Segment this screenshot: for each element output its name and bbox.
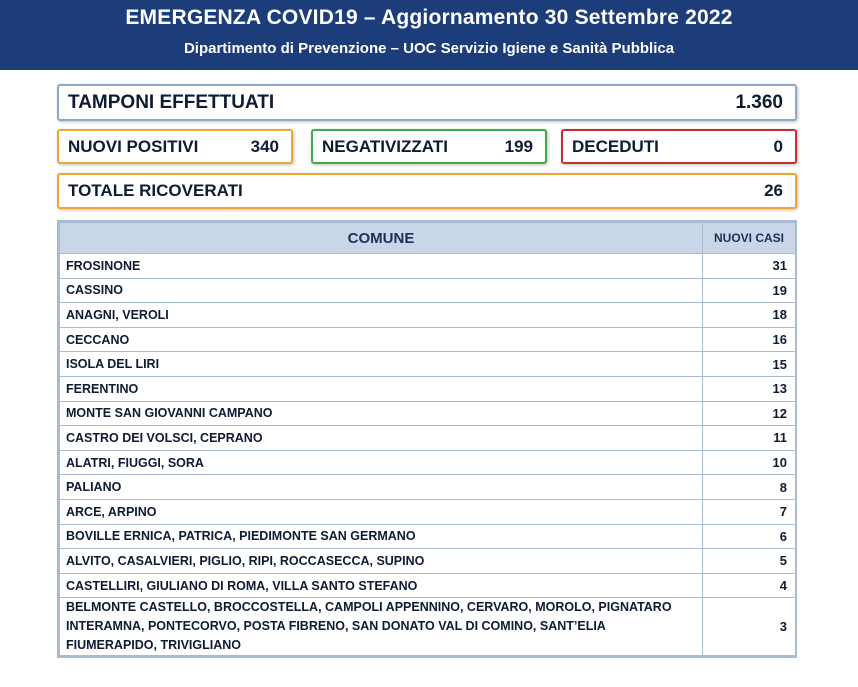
nuovi-casi-cell: 11 — [703, 426, 796, 451]
page-subtitle: Dipartimento di Prevenzione – UOC Servizio Igiene e Sanità Pubblica — [183, 40, 675, 57]
table-row — [60, 352, 796, 377]
tamponi-value: 1.360 — [735, 91, 783, 113]
table-row — [60, 499, 796, 524]
nuovi-positivi-value: 340 — [250, 136, 279, 156]
nuovi-casi-cell: 8 — [703, 475, 796, 500]
comune-cell: ANAGNI, VEROLI — [60, 303, 703, 328]
comune-cell: CECCANO — [60, 327, 703, 352]
tamponi-label: TAMPONI EFFETTUATI — [68, 91, 275, 113]
nuovi-casi-cell: 19 — [703, 278, 796, 303]
deceduti-value: 0 — [773, 136, 783, 156]
table-row — [60, 303, 796, 328]
comune-cell: CASSINO — [60, 278, 703, 303]
totale-ricoverati-label: TOTALE RICOVERATI — [68, 181, 243, 200]
page-title: EMERGENZA COVID19 – Aggiornamento 30 Settembre 2022 — [125, 6, 733, 29]
comune-cell: ISOLA DEL LIRI — [60, 352, 703, 377]
negativizzati-label: NEGATIVIZZATI — [322, 136, 448, 156]
table-row — [60, 426, 796, 451]
nuovi-casi-cell: 31 — [703, 254, 796, 279]
comune-cell: CASTELLIRI, GIULIANO DI ROMA, VILLA SANTO STEFANO — [60, 573, 703, 598]
comune-cell: PALIANO — [60, 475, 703, 500]
comune-cell: CASTRO DEI VOLSCI, CEPRANO — [60, 426, 703, 451]
negativizzati-value: 199 — [504, 136, 533, 156]
nuovi-casi-cell: 4 — [703, 573, 796, 598]
comune-cell: FERENTINO — [60, 376, 703, 401]
nuovi-casi-cell: 15 — [703, 352, 796, 377]
comuni-table — [57, 220, 797, 658]
comune-cell: ARCE, ARPINO — [60, 499, 703, 524]
nuovi-casi-cell: 5 — [703, 549, 796, 574]
comune-cell: FROSINONE — [60, 254, 703, 279]
table-row — [60, 254, 796, 279]
table-row — [60, 524, 796, 549]
deceduti-box — [561, 129, 797, 164]
table-row — [60, 573, 796, 598]
table-row — [60, 549, 796, 574]
table-row — [60, 327, 796, 352]
nuovi-casi-cell: 3 — [703, 598, 796, 656]
table-row — [60, 376, 796, 401]
totale-ricoverati-box — [57, 173, 797, 209]
comune-cell: ALATRI, FIUGGI, SORA — [60, 450, 703, 475]
header-banner — [0, 0, 858, 70]
table-header-row — [60, 223, 796, 254]
comune-cell: ALVITO, CASALVIERI, PIGLIO, RIPI, ROCCASECCA, SUPINO — [60, 549, 703, 574]
table-row — [60, 401, 796, 426]
table-row — [60, 278, 796, 303]
nuovi-positivi-box — [57, 129, 293, 164]
comune-cell: MONTE SAN GIOVANNI CAMPANO — [60, 401, 703, 426]
comune-cell: BELMONTE CASTELLO, BROCCOSTELLA, CAMPOLI APPENNINO, CERVARO, MOROLO, PIGNATARO INTERAMNA, PONTECORVO, POSTA FIBRENO, SAN DONATO VAL DI COMINO, SANT’ELIA FIUMERAPIDO, TRIVIGLIANO — [60, 598, 703, 656]
table-row — [60, 475, 796, 500]
negativizzati-box — [311, 129, 547, 164]
column-header-nuovi-casi: NUOVI CASI — [703, 223, 796, 254]
nuovi-casi-cell: 12 — [703, 401, 796, 426]
nuovi-positivi-label: NUOVI POSITIVI — [68, 136, 199, 156]
tamponi-box — [57, 84, 797, 121]
nuovi-casi-cell: 18 — [703, 303, 796, 328]
table-row — [60, 450, 796, 475]
nuovi-casi-cell: 10 — [703, 450, 796, 475]
deceduti-label: DECEDUTI — [572, 136, 659, 156]
nuovi-casi-cell: 16 — [703, 327, 796, 352]
nuovi-casi-cell: 13 — [703, 376, 796, 401]
nuovi-casi-cell: 6 — [703, 524, 796, 549]
comune-cell: BOVILLE ERNICA, PATRICA, PIEDIMONTE SAN GERMANO — [60, 524, 703, 549]
totale-ricoverati-value: 26 — [764, 181, 783, 200]
nuovi-casi-cell: 7 — [703, 499, 796, 524]
table-row — [60, 598, 796, 656]
column-header-comune: COMUNE — [60, 223, 703, 254]
